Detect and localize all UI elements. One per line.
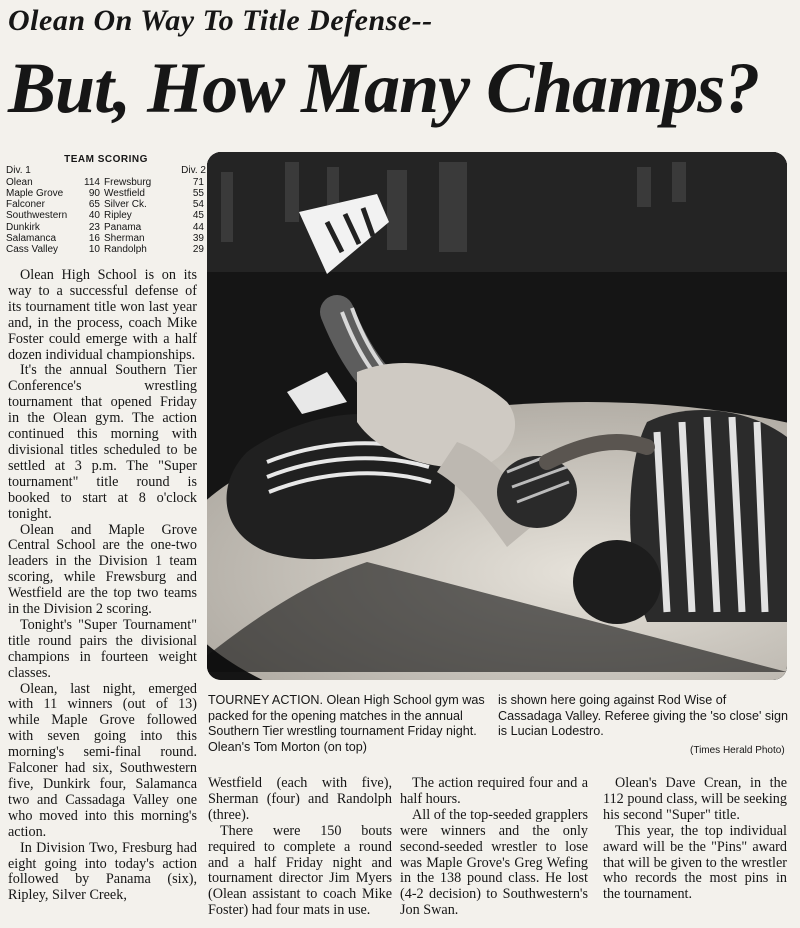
div2-team: Frewsburg bbox=[104, 176, 152, 188]
team-scoring-row bbox=[6, 199, 206, 210]
div2-score: 45 bbox=[192, 210, 204, 222]
div1-label: Div. 1 bbox=[6, 165, 31, 177]
div2-team: Sherman bbox=[104, 233, 145, 245]
div1-team: Southwestern bbox=[6, 210, 68, 222]
article-paragraph: Westfield (each with five), Sherman (four) and Randolph (three). bbox=[208, 775, 392, 823]
div2-team: Westfield bbox=[104, 187, 145, 199]
article-paragraph: It's the annual Southern Tier Conference's wrestling tournament that opened Friday in the Olean gym. The action continued this morning with divisional titles scheduled to be settled at 3 p.m. The "Super tournament" title round is booked to start at 8 o'clock tonight. bbox=[8, 362, 197, 522]
team-scoring-table bbox=[6, 154, 206, 256]
div1-score: 40 bbox=[88, 210, 100, 222]
div2-team: Ripley bbox=[104, 210, 132, 222]
team-scoring-title: TEAM SCORING bbox=[64, 154, 148, 165]
div2-score: 39 bbox=[192, 233, 204, 245]
div2-score: 55 bbox=[192, 187, 204, 199]
article-paragraph: In Division Two, Fresburg had eight going into today's action followed by Panama (six), Ripley, Silver Creek, bbox=[8, 839, 197, 904]
div1-team: Cass Valley bbox=[6, 244, 59, 256]
article-paragraph: Olean's Dave Crean, in the 112 pound class, will be seeking his second "Super" title. bbox=[603, 775, 787, 823]
article-paragraph: Olean High School is on its way to a successful defense of its tournament title won last year and, in the process, coach Mike Foster could emerge with a half dozen individual championships. bbox=[8, 267, 197, 363]
team-scoring-row bbox=[6, 188, 206, 199]
div2-team: Panama bbox=[104, 221, 142, 233]
article-paragraph: Tonight's "Super Tournament" title round pairs the divisional champions in fourteen weight classes. bbox=[8, 616, 197, 681]
div1-team: Salamanca bbox=[6, 233, 57, 245]
main-headline: But, How Many Champs? bbox=[8, 48, 760, 128]
team-scoring-header bbox=[6, 165, 206, 176]
team-scoring-rows bbox=[6, 177, 206, 256]
div2-team: Randolph bbox=[104, 244, 147, 256]
article-column-3 bbox=[400, 776, 588, 919]
div1-score: 10 bbox=[88, 244, 100, 256]
div2-score: 54 bbox=[192, 199, 204, 211]
team-scoring-row bbox=[6, 244, 206, 255]
kicker-headline: Olean On Way To Title Defense-- bbox=[8, 4, 433, 37]
div1-team: Maple Grove bbox=[6, 187, 64, 199]
div2-label: Div. 2 bbox=[181, 165, 206, 177]
div1-score: 65 bbox=[88, 199, 100, 211]
photo-caption-left: TOURNEY ACTION. Olean High School gym was packed for the opening matches in the annual Southern Tier wrestling tournament Friday night. Olean's Tom Morton (on top) bbox=[208, 693, 485, 754]
photo-caption-right: is shown here going against Rod Wise of Cassadaga Valley. Referee giving the 'so close' sign is Lucian Lodestro. bbox=[498, 693, 788, 739]
div1-team: Falconer bbox=[6, 199, 45, 211]
div2-score: 29 bbox=[192, 244, 204, 256]
div1-team: Olean bbox=[6, 176, 33, 188]
div2-score: 71 bbox=[192, 176, 204, 188]
div1-team: Dunkirk bbox=[6, 221, 40, 233]
photo-credit: (Times Herald Photo) bbox=[690, 745, 785, 756]
article-paragraph: There were 150 bouts required to complete a round and a half Friday night and tournament director Jim Myers (Olean assistant to coach Mike Foster) had four mats in use. bbox=[208, 822, 392, 919]
div1-score: 23 bbox=[88, 221, 100, 233]
div1-score: 114 bbox=[84, 176, 100, 188]
team-scoring-row bbox=[6, 210, 206, 221]
team-scoring-row bbox=[6, 222, 206, 233]
article-column-4 bbox=[603, 776, 787, 903]
article-paragraph: The action required four and a half hours. bbox=[400, 775, 588, 807]
div1-score: 16 bbox=[88, 233, 100, 245]
wrestling-photo bbox=[207, 152, 787, 680]
team-scoring-row bbox=[6, 177, 206, 188]
article-paragraph: All of the top-seeded grapplers were winners and the only second-seeded wrestler to lose was Maple Grove's Greg Wefing in the 138 pound class. He lost (4-2 decision) to Southwestern's Jon Swan. bbox=[400, 806, 588, 919]
wrestling-photo-illustration bbox=[207, 152, 787, 680]
article-column-2 bbox=[208, 776, 392, 919]
team-scoring-row bbox=[6, 233, 206, 244]
div1-score: 90 bbox=[88, 187, 100, 199]
div2-score: 44 bbox=[192, 221, 204, 233]
div2-team: Silver Ck. bbox=[104, 199, 147, 211]
article-column-1 bbox=[8, 268, 197, 904]
article-paragraph: This year, the top individual award will be the "Pins" award that will be given to the wrestler who records the most pins in the tournament. bbox=[603, 822, 787, 903]
article-paragraph: Olean and Maple Grove Central School are the one-two leaders in the Division 1 team scoring, while Frewsburg and Westfield are the top two teams in the Division 2 scoring. bbox=[8, 521, 197, 618]
article-paragraph: Olean, last night, emerged with 11 winners (out of 13) while Maple Grove followed with seven going into this morning's semi-final round. Falconer had six, Southwestern five, Dunkirk four, Salamanca two and Cassadaga Valley one who moved into this morning's action. bbox=[8, 680, 197, 840]
